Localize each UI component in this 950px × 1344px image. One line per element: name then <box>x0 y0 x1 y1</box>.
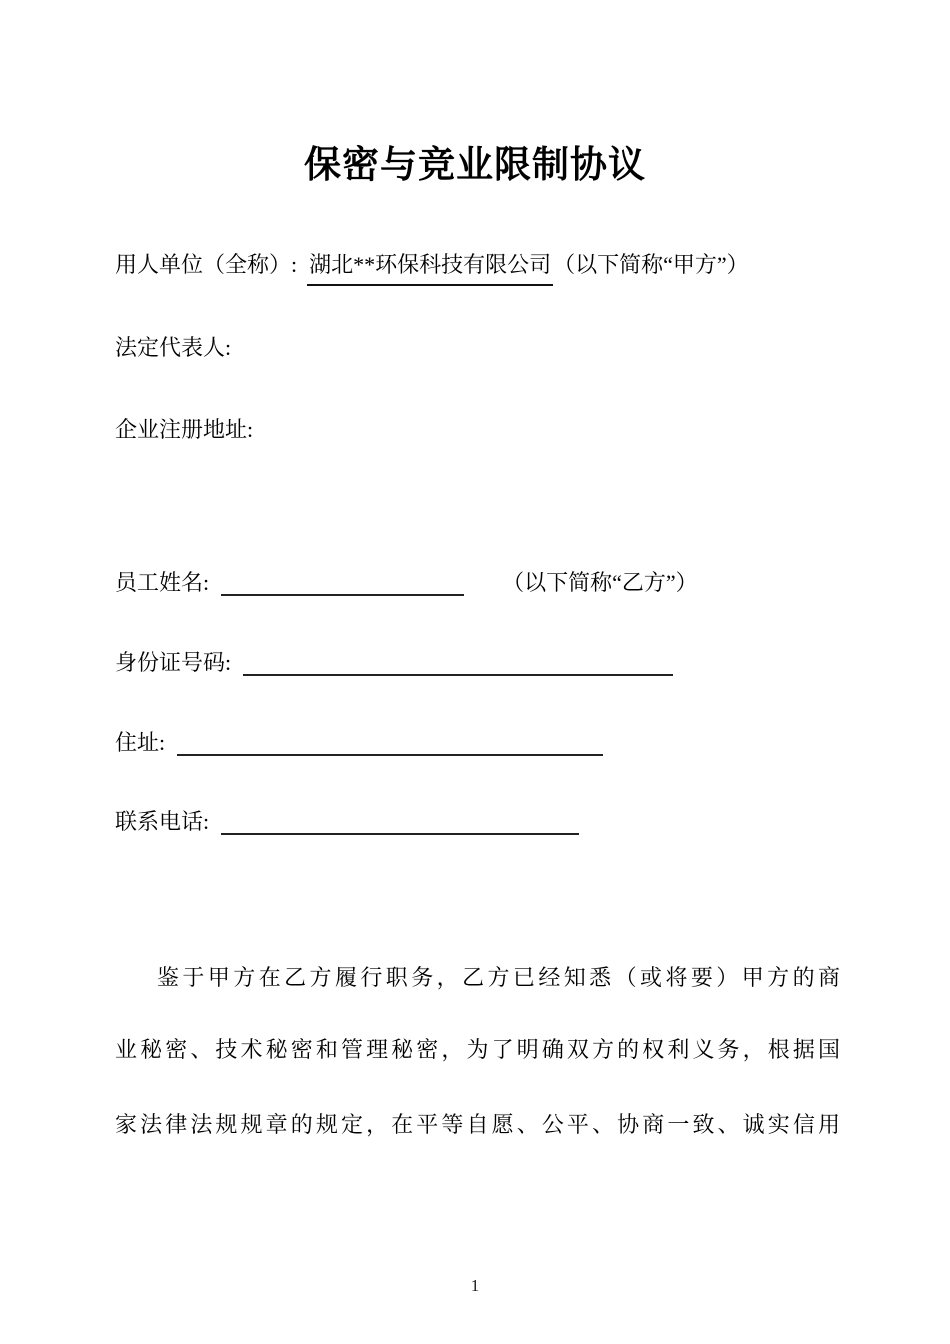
legal-rep-label: 法定代表人: <box>115 335 232 360</box>
field-row-phone <box>115 806 840 838</box>
field-row-registered-address <box>115 414 840 446</box>
employer-name-underlined: 湖北**环保科技有限公司 <box>307 249 553 286</box>
employee-name-label: 员工姓名: <box>115 570 210 595</box>
registered-address-label: 企业注册地址: <box>115 417 254 442</box>
preamble-line-3: 家法律法规规章的规定，在平等自愿、公平、协商一致、诚实信用 <box>115 1112 840 1137</box>
id-number-blank[interactable] <box>243 664 673 676</box>
phone-label: 联系电话: <box>115 809 210 834</box>
home-address-label: 住址: <box>115 730 166 755</box>
home-address-blank[interactable] <box>177 744 603 756</box>
field-row-legal-rep <box>115 332 840 364</box>
preamble-line-1: 鉴于甲方在乙方履行职务，乙方已经知悉（或将要）甲方的商 <box>157 965 840 990</box>
page-number: 1 <box>470 1276 480 1295</box>
field-row-home-address <box>115 727 840 759</box>
phone-blank[interactable] <box>221 823 579 835</box>
employee-name-blank[interactable] <box>221 584 464 596</box>
party-a-alias: （以下简称“甲方”） <box>553 252 749 277</box>
field-row-employer <box>115 249 840 286</box>
id-number-label: 身份证号码: <box>115 650 232 675</box>
field-row-employee-name <box>115 567 840 599</box>
preamble-line-2: 业秘密、技术秘密和管理秘密，为了明确双方的权利义务，根据国 <box>115 1037 840 1062</box>
document-title: 保密与竞业限制协议 <box>304 144 646 185</box>
employer-label: 用人单位（全称）: <box>115 252 298 277</box>
field-row-id-number <box>115 647 840 679</box>
party-b-alias: （以下简称“乙方”） <box>502 570 698 595</box>
